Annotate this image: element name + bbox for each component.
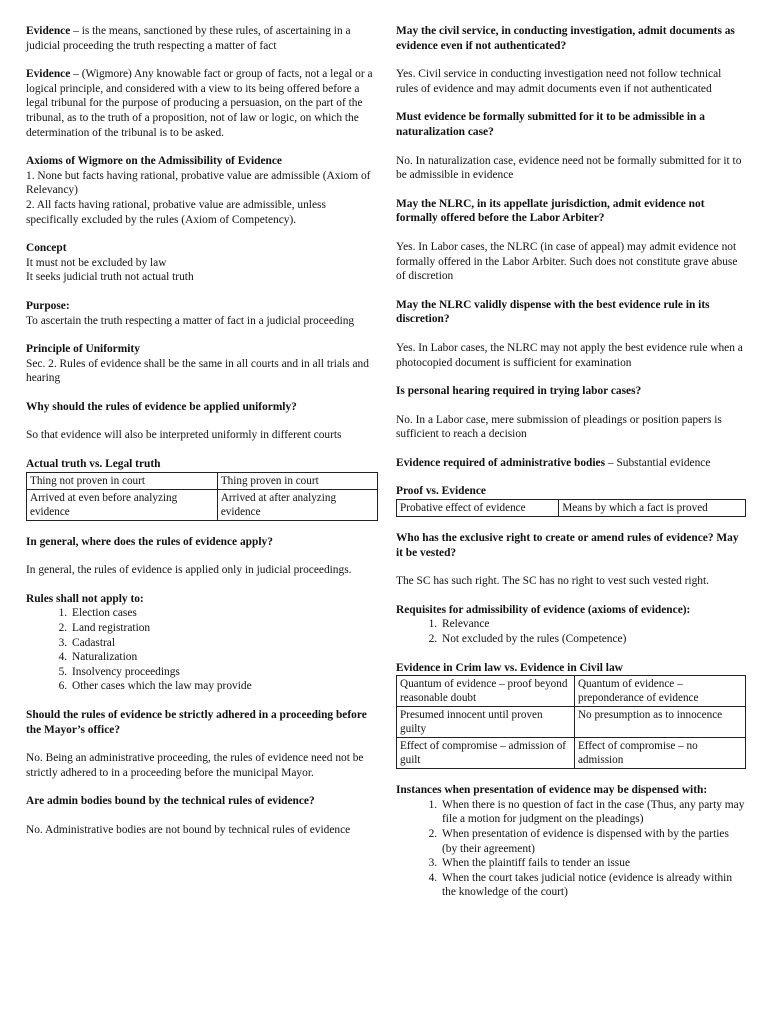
concept-section	[26, 241, 378, 285]
dispensed-heading: Instances when presentation of evidence may be dispensed with:	[396, 784, 708, 797]
table-cell: Effect of compromise – admission of guilt	[397, 738, 575, 769]
answer-uniform: So that evidence will also be interpreted uniformly in different courts	[26, 429, 342, 442]
table-cell: Effect of compromise – no admission	[574, 738, 745, 769]
question-nlrc-appellate: May the NLRC, in its appellate jurisdiction, admit evidence not formally offered before the Labor Arbiter?	[396, 197, 705, 225]
crim-civil-table	[396, 675, 746, 769]
axiom-item: 1. None but facts having rational, probative value are admissible (Axiom of Relevancy)	[26, 169, 371, 197]
list-item: 5. Insolvency proceedings	[70, 665, 378, 680]
concept-line: It seeks judicial truth not actual truth	[26, 271, 194, 284]
list-item: 1. When there is no question of fact in the case (Thus, any party may file a motion for judgment on the pleadings)	[440, 798, 746, 827]
proof-table-heading: Proof vs. Evidence	[396, 485, 486, 498]
admin-required-evidence: Evidence required of administrative bodies – Substantial evidence	[396, 456, 711, 469]
not-apply-heading: Rules shall not apply to:	[26, 592, 144, 605]
purpose-text: To ascertain the truth respecting a matter of fact in a judicial proceeding	[26, 314, 355, 327]
table-cell: Quantum of evidence – preponderance of evidence	[574, 676, 745, 707]
list-item: 2. Not excluded by the rules (Competence)	[440, 632, 746, 647]
purpose-section	[26, 299, 378, 328]
list-item: 3. When the plaintiff fails to tender an issue	[440, 856, 746, 871]
answer-hearing: No. In a Labor case, mere submission of pleadings or position papers is sufficient to reach a decision	[396, 413, 722, 441]
list-item: 2. When presentation of evidence is dispensed with by the parties (by their agreement)	[440, 827, 746, 856]
purpose-heading: Purpose:	[26, 299, 70, 312]
list-item: 4. When the court takes judicial notice (evidence is already within the knowledge of the court)	[440, 871, 746, 900]
question-sc: Who has the exclusive right to create or amend rules of evidence? May it be vested?	[396, 532, 739, 559]
requisites-section	[396, 603, 746, 647]
question-hearing: Is personal hearing required in trying labor cases?	[396, 385, 642, 398]
table-cell: Probative effect of evidence	[397, 500, 559, 517]
proof-table	[396, 499, 746, 517]
truth-table	[26, 472, 378, 521]
question-civil-service: May the civil service, in conducting investigation, admit documents as evidence even if not authenticated?	[396, 25, 735, 52]
question-uniform: Why should the rules of evidence be applied uniformly?	[26, 400, 297, 413]
concept-line: It must not be excluded by law	[26, 256, 167, 269]
table-cell: Arrived at even before analyzing evidence	[27, 489, 218, 520]
answer-naturalization: No. In naturalization case, evidence need not be formally submitted for it to be admissible in evidence	[396, 154, 742, 182]
list-item: 1. Relevance	[440, 617, 746, 632]
table-row	[397, 500, 746, 517]
uniformity-heading: Principle of Uniformity	[26, 343, 140, 356]
evidence-definition-wigmore: Evidence – (Wigmore) Any knowable fact or group of facts, not a legal or a logical principle, and considered with a view to its being offered before a legal tribunal for the purpose of producing a persuasion, on the part of the tribunal, as to the truth of a proposition, not of law or logic, on which the determination of the tribunal is to be asked.	[26, 68, 373, 139]
uniformity-text: Sec. 2. Rules of evidence shall be the same in all courts and in all trials and hearing	[26, 357, 369, 385]
crim-civil-heading: Evidence in Crim law vs. Evidence in Civil law	[396, 661, 623, 674]
table-cell: Thing proven in court	[217, 472, 377, 489]
answer-admin: No. Administrative bodies are not bound by technical rules of evidence	[26, 823, 351, 836]
dispensed-section	[396, 783, 746, 900]
question-apply: In general, where does the rules of evidence apply?	[26, 535, 273, 548]
table-row	[27, 489, 378, 520]
list-item: 4. Naturalization	[70, 650, 378, 665]
not-apply-section	[26, 592, 378, 694]
dispensed-list	[396, 798, 746, 900]
not-apply-list	[26, 606, 378, 694]
table-cell: Quantum of evidence – proof beyond reasonable doubt	[397, 676, 575, 707]
uniformity-section	[26, 342, 378, 386]
table-cell: Thing not proven in court	[27, 472, 218, 489]
answer-civil-service: Yes. Civil service in conducting investigation need not follow technical rules of evidence and may admit documents even if not authenticated	[396, 68, 722, 95]
table-cell: Arrived at after analyzing evidence	[217, 489, 377, 520]
list-item: 6. Other cases which the law may provide	[70, 679, 378, 694]
truth-table-heading: Actual truth vs. Legal truth	[26, 458, 161, 471]
list-item: 3. Cadastral	[70, 636, 378, 651]
requisites-list	[396, 617, 746, 646]
table-row	[397, 676, 746, 707]
list-item: 2. Land registration	[70, 621, 378, 636]
table-cell: No presumption as to innocence	[574, 707, 745, 738]
answer-apply: In general, the rules of evidence is applied only in judicial proceedings.	[26, 564, 352, 577]
right-column	[396, 24, 746, 914]
axiom-item: 2. All facts having rational, probative value are admissible, unless specifically excluded by the rules (Axiom of Competency).	[26, 198, 326, 226]
question-mayor: Should the rules of evidence be strictly adhered in a proceeding before the Mayor’s office?	[26, 709, 367, 736]
requisites-heading: Requisites for admissibility of evidence (axioms of evidence):	[396, 603, 691, 616]
question-nlrc-best-evidence: May the NLRC validly dispense with the best evidence rule in its discretion?	[396, 298, 710, 326]
answer-mayor: No. Being an administrative proceeding, the rules of evidence need not be strictly adhered to in a proceeding before the municipal Mayor.	[26, 752, 364, 779]
evidence-definition: Evidence – is the means, sanctioned by these rules, of ascertaining in a judicial proceeding the truth respecting a matter of fact	[26, 25, 351, 52]
left-column	[26, 24, 378, 852]
answer-nlrc-best-evidence: Yes. In Labor cases, the NLRC may not apply the best evidence rule when a photocopied document is sufficient for examination	[396, 341, 743, 369]
concept-heading: Concept	[26, 242, 67, 255]
table-row	[397, 707, 746, 738]
table-cell: Means by which a fact is proved	[559, 500, 746, 517]
axioms-section	[26, 154, 378, 227]
question-naturalization: Must evidence be formally submitted for it to be admissible in a naturalization case?	[396, 111, 705, 138]
table-cell: Presumed innocent until proven guilty	[397, 707, 575, 738]
table-row	[397, 738, 746, 769]
question-admin: Are admin bodies bound by the technical rules of evidence?	[26, 795, 315, 808]
answer-sc: The SC has such right. The SC has no right to vest such vested right.	[396, 575, 710, 588]
list-item: 1. Election cases	[70, 606, 378, 621]
axioms-heading: Axioms of Wigmore on the Admissibility of Evidence	[26, 155, 282, 168]
answer-nlrc-appellate: Yes. In Labor cases, the NLRC (in case of appeal) may admit evidence not formally offered in the Labor Arbiter. Such does not constitute grave abuse of discretion	[396, 240, 738, 283]
table-row	[27, 472, 378, 489]
